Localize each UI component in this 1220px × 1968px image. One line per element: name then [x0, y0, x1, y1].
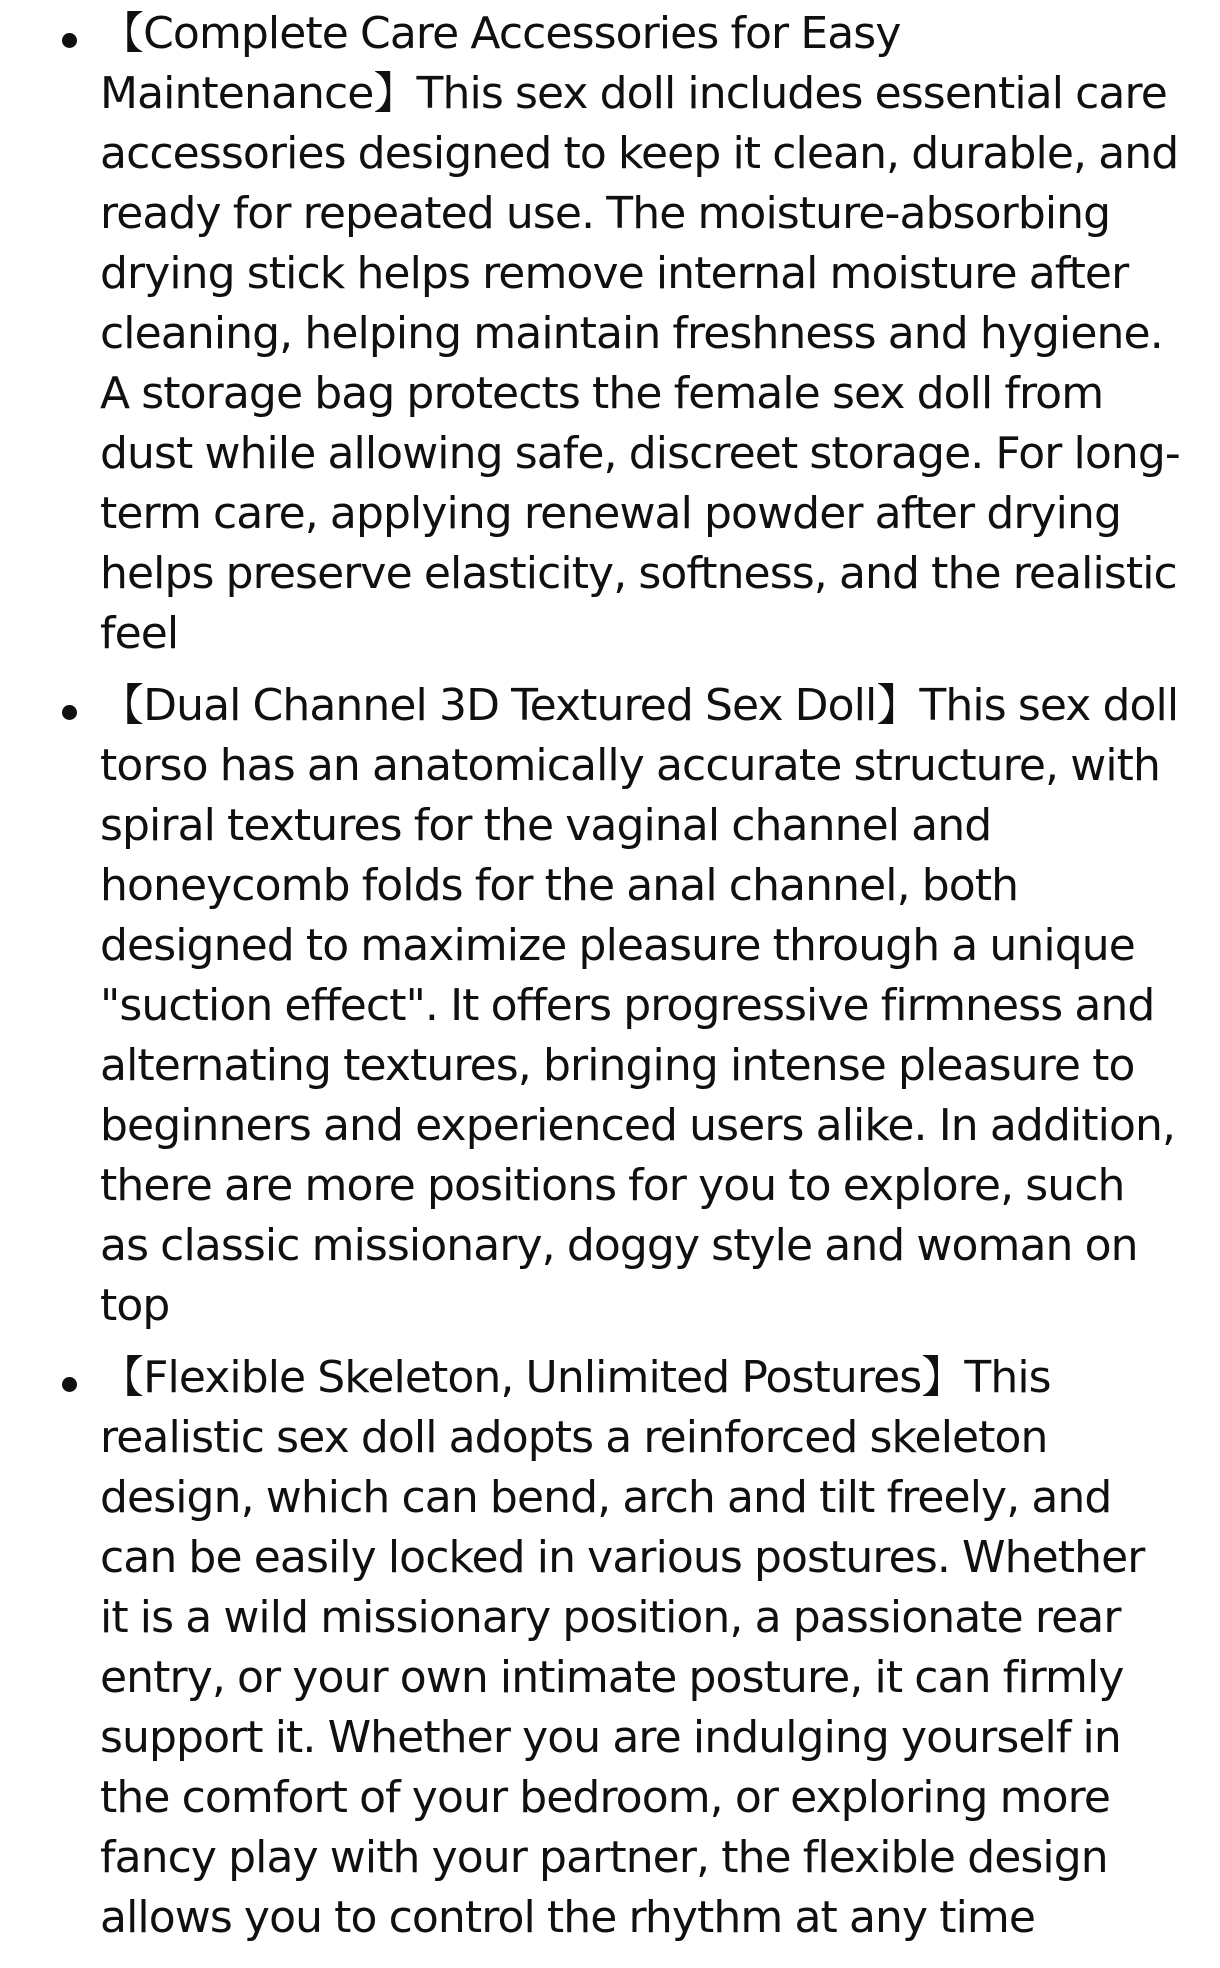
feature-bullet-text: 【Complete Care Accessories for Easy Maintenance】This sex doll includes essential care accessories designed to keep it clean, durable, and ready for repeated use. The moisture-absorbing drying stick helps remove internal moisture after cleaning, helping maintain freshness and hygiene. A storage bag protects the female sex doll from dust while allowing safe, discreet storage. For long-term care, applying renewal powder after drying helps preserve elasticity, softness, and the realistic feel	[100, 8, 1180, 659]
feature-bullet-list	[0, 4, 1220, 1960]
bullet-dot-icon	[62, 1377, 77, 1392]
feature-bullet-flexible-skeleton	[0, 1348, 1220, 1948]
feature-bullet-dual-channel	[0, 676, 1220, 1336]
feature-bullet-text: 【Dual Channel 3D Textured Sex Doll】This sex doll torso has an anatomically accurate structure, with spiral textures for the vaginal channel and honeycomb folds for the anal channel, both designed to maximize pleasure through a unique "suction effect". It offers progressive firmness and alternating textures, bringing intense pleasure to beginners and experienced users alike. In addition, there are more positions for you to explore, such as classic missionary, doggy style and woman on top	[100, 680, 1179, 1331]
feature-bullet-text: 【Flexible Skeleton, Unlimited Postures】This realistic sex doll adopts a reinforced skeleton design, which can bend, arch and tilt freely, and can be easily locked in various postures. Whether it is a wild missionary position, a passionate rear entry, or your own intimate posture, it can firmly support it. Whether you are indulging yourself in the comfort of your bedroom, or exploring more fancy play with your partner, the flexible design allows you to control the rhythm at any time	[100, 1352, 1145, 1943]
bullet-dot-icon	[62, 705, 77, 720]
feature-bullet-care-accessories	[0, 4, 1220, 664]
bullet-dot-icon	[62, 33, 77, 48]
